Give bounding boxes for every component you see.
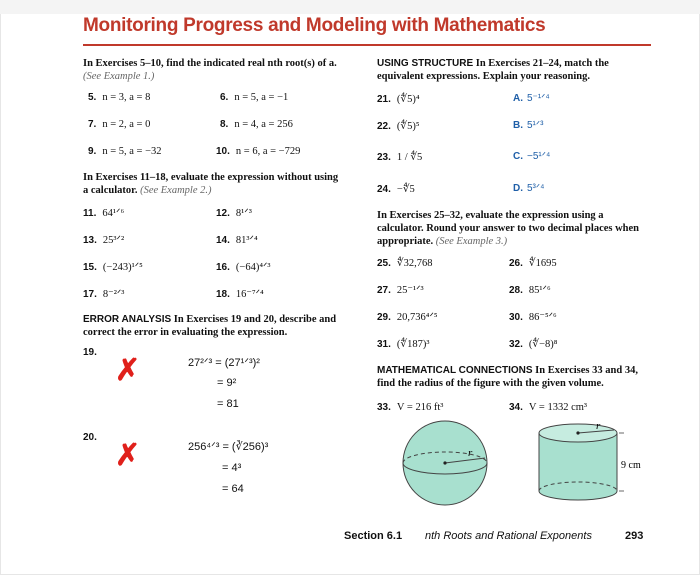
sphere-center-dot	[443, 461, 446, 464]
work-19-line3: = 81	[217, 398, 239, 410]
sphere-figure	[398, 418, 508, 508]
instructions-text: In Exercises 19 and 20, describe and correct the error in evaluating the expression.	[83, 314, 337, 338]
instructions-text: In Exercises 5–10, find the indicated real nth root(s) of a.	[83, 58, 337, 69]
cylinder-figure	[532, 418, 657, 508]
cylinder-height-label: 9 cm	[621, 460, 641, 471]
exercise-7: 7. n = 2, a = 0	[88, 119, 151, 130]
choice-d: D. 5³ᐟ⁴	[513, 183, 545, 194]
instructions-11-18	[83, 171, 343, 197]
exercise-24: 24. −∜5	[377, 184, 415, 195]
exercise-8: 8. n = 4, a = 256	[220, 119, 293, 130]
exercise-12: 12. 8¹ᐟ³	[216, 208, 252, 219]
title-rule	[83, 44, 651, 46]
exercise-29: 29. 20,736⁴ᐟ⁵	[377, 312, 438, 323]
instructions-text: In Exercises 21–24, match the equivalent expressions. Explain your reasoning.	[377, 58, 609, 82]
math-connections-label: MATHEMATICAL CONNECTIONS	[377, 365, 533, 376]
footer-section: Section 6.1	[344, 530, 403, 542]
error-x-icon: ✗	[115, 439, 141, 472]
using-structure-label: USING STRUCTURE	[377, 58, 474, 69]
see-example: (See Example 2.)	[140, 185, 212, 196]
instructions-19-20	[83, 313, 348, 339]
exercise-22: 22. (∜5)⁵	[377, 121, 420, 132]
instructions-33-34	[377, 364, 647, 390]
instructions-21-24	[377, 57, 647, 83]
exercise-34: 34. V = 1332 cm³	[509, 402, 588, 413]
exercise-16: 16. (−64)⁴ᐟ³	[216, 262, 271, 273]
choice-b: B. 5¹ᐟ³	[513, 120, 544, 131]
see-example: (See Example 1.)	[83, 71, 155, 82]
sphere-radius-label: r	[468, 447, 473, 459]
exercise-18: 18. 16⁻⁷ᐟ⁴	[216, 289, 264, 300]
cylinder-center-dot	[576, 431, 579, 434]
exercise-26: 26. ∜1695	[509, 258, 557, 269]
exercise-9: 9. n = 5, a = −32	[88, 146, 162, 157]
exercise-17: 17. 8⁻²ᐟ³	[83, 289, 125, 300]
exercise-11: 11. 64¹ᐟ⁶	[83, 208, 125, 219]
exercise-6: 6. n = 5, a = −1	[220, 92, 289, 103]
work-20-line1: 256⁴ᐟ³ = (∛256)³	[188, 441, 269, 453]
top-bar	[0, 0, 700, 14]
exercise-13: 13. 25³ᐟ²	[83, 235, 125, 246]
instructions-text: In Exercises 33 and 34, find the radius of the figure with the given volume.	[377, 365, 638, 389]
see-example: (See Example 3.)	[435, 236, 508, 247]
exercise-33: 33. V = 216 ft³	[377, 402, 444, 413]
exercise-28: 28. 85¹ᐟ⁶	[509, 285, 551, 296]
choice-a: A. 5⁻¹ᐟ⁴	[513, 93, 550, 104]
footer-title: nth Roots and Rational Exponents	[425, 530, 592, 542]
exercise-5: 5. n = 3, a = 8	[88, 92, 151, 103]
exercise-21: 21. (∜5)⁴	[377, 94, 420, 105]
exercise-27: 27. 25⁻¹ᐟ³	[377, 285, 424, 296]
exercise-30: 30. 86⁻⁵ᐟ⁶	[509, 312, 557, 323]
choice-c: C. −5¹ᐟ⁴	[513, 151, 551, 162]
work-19-line1: 27²ᐟ³ = (27¹ᐟ³)²	[188, 357, 260, 369]
cylinder-radius-label: r	[596, 420, 601, 432]
error-analysis-label: ERROR ANALYSIS	[83, 314, 172, 325]
exercise-31: 31. (∜187)³	[377, 339, 430, 350]
work-19-line2: = 9²	[217, 377, 237, 389]
work-20-line3: = 64	[222, 483, 244, 495]
instructions-text: In Exercises 11–18, evaluate the expression without using a calculator.	[83, 172, 339, 196]
exercise-23: 23. 1 / ∜5	[377, 152, 423, 163]
page-title: Monitoring Progress and Modeling with Mathematics	[83, 15, 546, 36]
instructions-25-32	[377, 209, 649, 248]
instructions-text: In Exercises 25–32, evaluate the expression using a calculator. Round your answer to two decimal places when appropriate.	[377, 210, 640, 247]
exercise-14: 14. 81³ᐟ⁴	[216, 235, 258, 246]
error-x-icon: ✗	[115, 354, 141, 387]
exercise-20-number: 20.	[83, 432, 97, 443]
exercise-19-number: 19.	[83, 347, 97, 358]
exercise-25: 25. ∜32,768	[377, 258, 433, 269]
instructions-5-10	[83, 57, 343, 83]
exercise-15: 15. (−243)¹ᐟ⁵	[83, 262, 143, 273]
exercise-10: 10. n = 6, a = −729	[216, 146, 301, 157]
page-number: 293	[625, 530, 644, 542]
work-20-line2: = 4³	[222, 462, 242, 474]
exercise-32: 32. (∜−8)⁸	[509, 339, 558, 350]
